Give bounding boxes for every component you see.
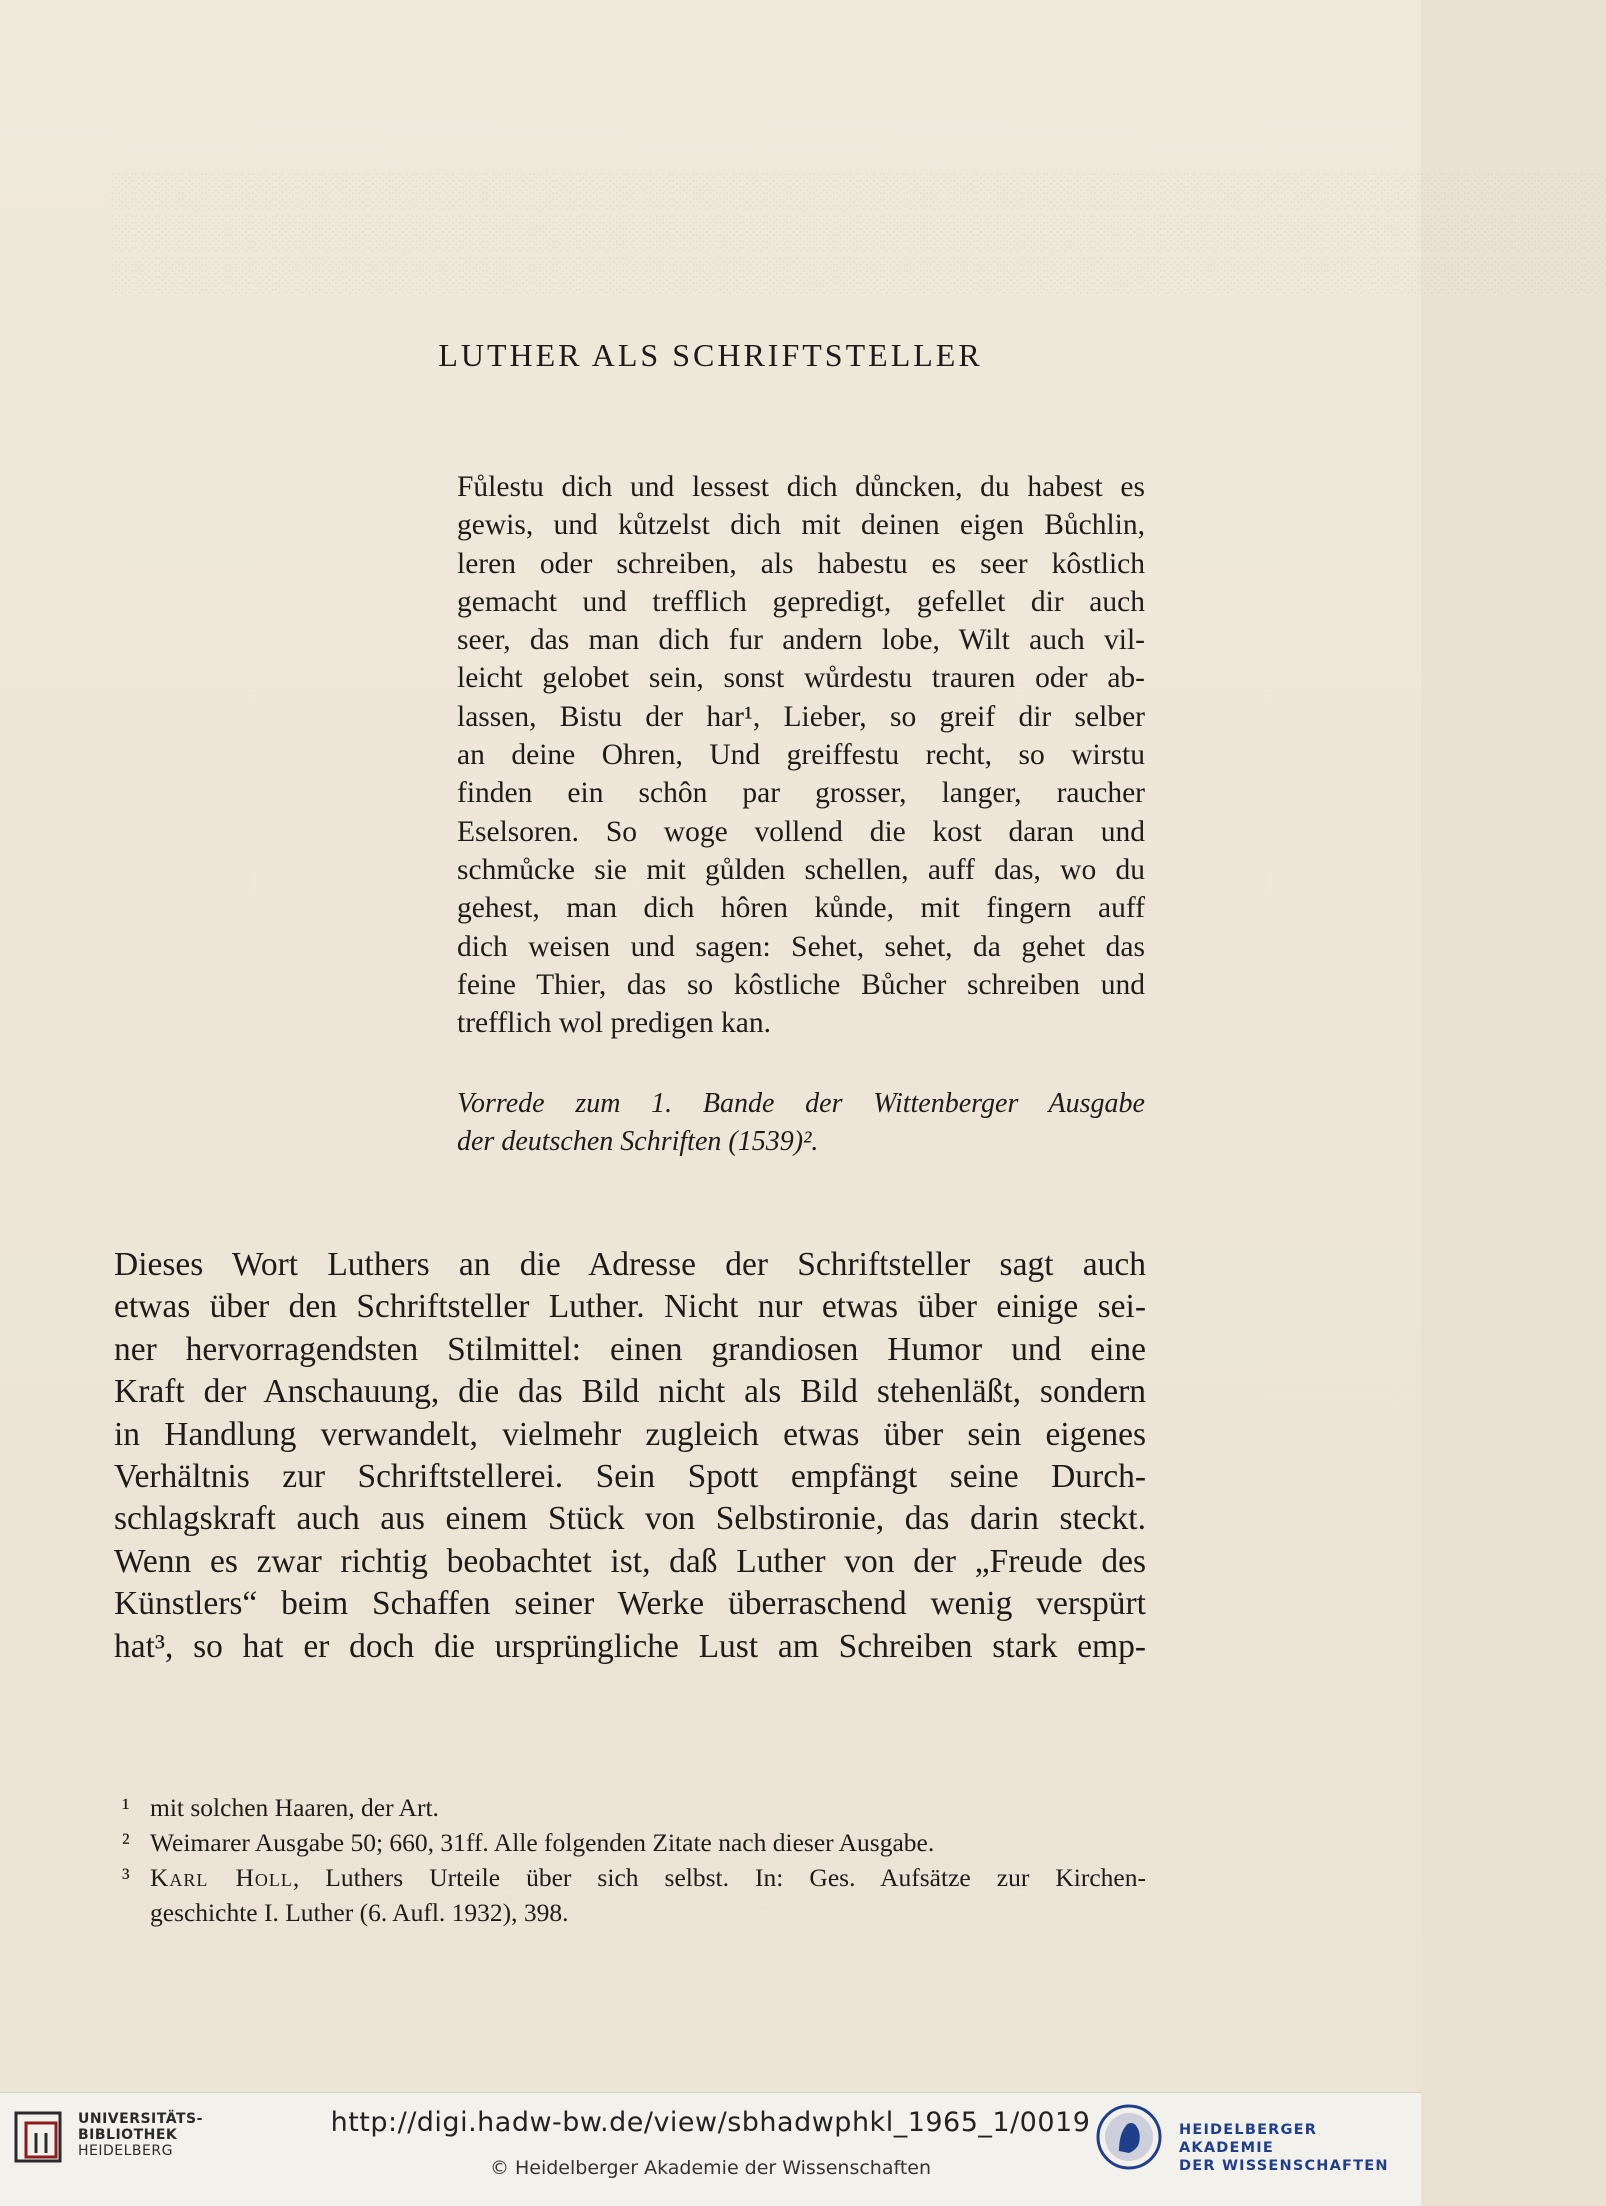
footnote-text: mit solchen Haaren, der Art. [150, 1793, 439, 1822]
quote-line: finden ein schôn par grosser, langer, raucher [457, 777, 1145, 810]
footnote-2 [114, 1825, 1146, 1860]
footnote-marker: ² [122, 1828, 130, 1857]
footnote-3 [114, 1860, 1146, 1930]
footnote-text-continued: geschichte I. Luther (6. Aufl. 1932), 398. [150, 1898, 569, 1927]
body-line: in Handlung verwandelt, vielmehr zugleich etwas über sein eigenes [114, 1415, 1146, 1453]
body-line: schlagskraft auch aus einem Stück von Selbstironie, das darin steckt. [114, 1500, 1146, 1538]
body-line: Künstlers“ beim Schaffen seiner Werke überraschend wenig verspürt [114, 1585, 1146, 1623]
academy-logo[interactable] [1095, 2103, 1415, 2173]
quote-line: feine Thier, das so kôstliche Bůcher schreiben und [457, 968, 1145, 1001]
academy-logo-line: HEIDELBERGER AKADEMIE [1179, 2122, 1318, 2156]
quote-line: trefflich wol predigen kan. [457, 1007, 772, 1040]
quote-source [457, 1085, 1145, 1161]
source-line: der deutschen Schriften (1539)². [457, 1126, 819, 1157]
footnote-author: Karl Holl [150, 1863, 293, 1892]
quote-line: an deine Ohren, Und greiffestu recht, so wirstu [457, 739, 1145, 772]
copyright-notice: © Heidelberger Akademie der Wissenschaften [489, 2157, 932, 2179]
body-line: Wenn es zwar richtig beobachtet ist, daß Luther von der „Freude des [114, 1542, 1146, 1580]
quote-line: leicht gelobet sein, sonst wůrdestu trauren oder ab- [457, 662, 1145, 695]
epigraph-quote [457, 468, 1145, 1042]
quote-line: gewis, und kůtzelst dich mit deinen eigen Bůchlin, [457, 509, 1145, 542]
body-line: etwas über den Schriftsteller Luther. Nicht nur etwas über einige sei- [114, 1288, 1146, 1326]
body-line: Verhältnis zur Schriftstellerei. Sein Spott empfängt seine Durch- [114, 1457, 1146, 1495]
footnote-marker: ³ [122, 1863, 130, 1892]
bleed-through-texture: ░░░░░░░░░░░░░░░░░░░░░░░░░░░░░░░░░░░░░░░░░░░░░░░░░░░░░░░░░░░░░░░░ ░░░░░░░░░░░░░░░░░░░░░░░░░░░░░░░░░░░░░░░░░░░░░░░░░░░░░░░░░░░░░░░░ ░░░░░░░░░░░░░░░░░░░░░░░░░░░░░░░░░░░░░░░░░░░░░░░░░░░░░░░░░░░░░░░░ [110, 173, 1606, 293]
footnote-text-part: , Luthers Urteile über sich selbst. In: Ges. Aufsätze zur Kirchen- [292, 1863, 1146, 1892]
quote-line: lassen, Bistu der har¹, Lieber, so greif dir selber [457, 700, 1145, 733]
quote-line: leren oder schreiben, als habestu es seer kôstlich [457, 547, 1145, 580]
library-logo-line: HEIDELBERG [78, 2143, 173, 2159]
academy-logo-label [1179, 2121, 1415, 2175]
footnote-1 [114, 1790, 1146, 1825]
footnote-text [150, 1860, 1146, 1895]
body-line: Dieses Wort Luthers an die Adresse der Schriftsteller sagt auch [114, 1246, 1146, 1283]
quote-line: gemacht und trefflich gepredigt, gefellet dir auch [457, 585, 1145, 618]
body-line: hat³, so hat er doch die ursprüngliche Lust am Schreiben stark emp- [114, 1627, 1146, 1665]
body-line: Kraft der Anschauung, die das Bild nicht als Bild stehenläßt, sondern [114, 1373, 1146, 1411]
permalink-url[interactable]: http://digi.hadw-bw.de/view/sbhadwphkl_1965_1/0019 [330, 2107, 1091, 2138]
quote-line: Eselsoren. So woge vollend die kost daran und [457, 815, 1145, 848]
quote-line: dich weisen und sagen: Sehet, sehet, da gehet das [457, 930, 1145, 963]
quote-line: gehest, man dich hôren kůnde, mit fingern auff [457, 892, 1145, 925]
footnote-text: Weimarer Ausgabe 50; 660, 31ff. Alle folgenden Zitate nach dieser Ausgabe. [150, 1828, 935, 1857]
academy-logo-line: DER WISSENSCHAFTEN [1179, 2158, 1389, 2174]
quote-line: schmůcke sie mit gůlden schellen, auff das, wo du [457, 853, 1145, 886]
footnotes [114, 1790, 1146, 1930]
viewer-footer [0, 2092, 1421, 2206]
footnote-marker: ¹ [122, 1793, 130, 1822]
quote-line: seer, das man dich fur andern lobe, Wilt auch vil- [457, 624, 1145, 657]
page-title: LUTHER ALS SCHRIFTSTELLER [438, 337, 983, 373]
source-line: Vorrede zum 1. Bande der Wittenberger Ausgabe [457, 1088, 1145, 1119]
library-logo-line: UNIVERSITÄTS- [78, 2111, 203, 2127]
body-paragraph [114, 1244, 1146, 1668]
body-line: ner hervorragendsten Stilmittel: einen grandiosen Humor und eine [114, 1330, 1146, 1368]
library-logo-line: BIBLIOTHEK [78, 2127, 178, 2143]
academy-seal-icon [1095, 2103, 1163, 2171]
quote-line: Fůlestu dich und lessest dich důncken, du habest es [457, 471, 1145, 503]
